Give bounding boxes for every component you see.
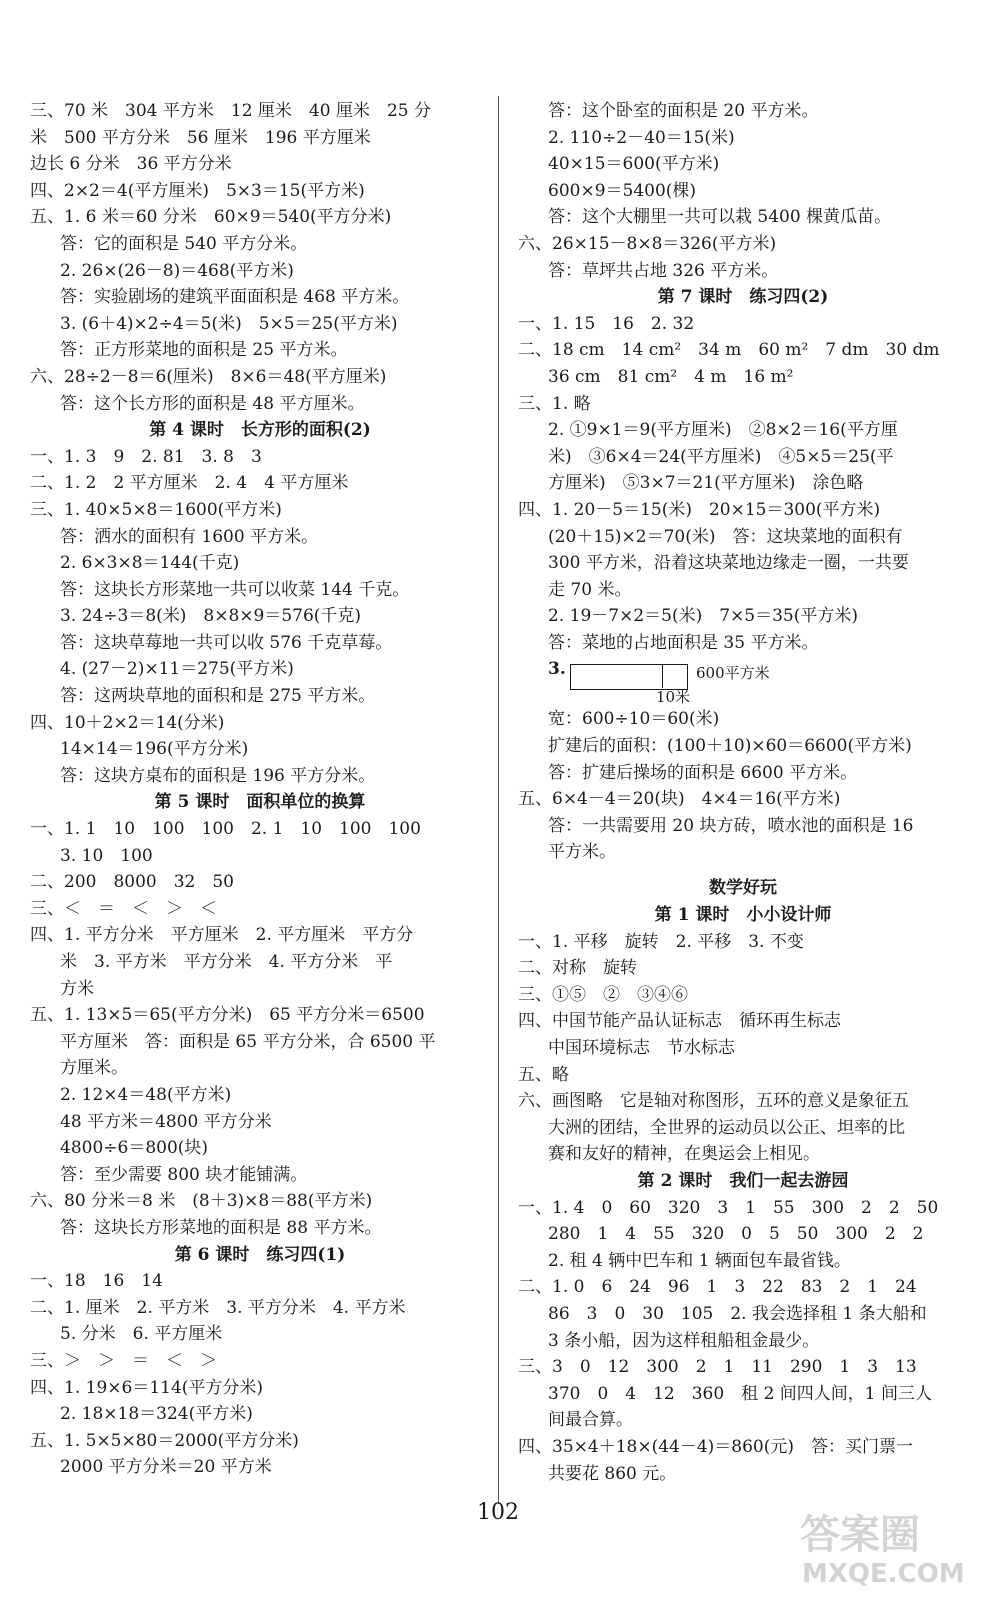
answer-line-indented: 答：一共需要用 20 块方砖，喷水池的面积是 16: [548, 815, 914, 836]
answer-line-indented: 答：这块长方形菜地的面积是 88 平方米。: [60, 1217, 382, 1238]
answer-line: 五、1. 5×5×80＝2000(平方分米): [30, 1430, 299, 1451]
section-heading: 第 5 课时 面积单位的换算: [154, 792, 366, 813]
answer-line-indented: 600×9＝5400(棵): [548, 180, 697, 201]
answer-line-indented: 3. (6＋4)×2÷4＝5(米) 5×5＝25(平方米): [60, 313, 398, 334]
answer-line: 二、1. 厘米 2. 平方米 3. 平方分米 4. 平方米: [30, 1297, 406, 1318]
answer-line: 五、略: [518, 1064, 569, 1085]
answer-line: 一、18 16 14: [30, 1271, 163, 1292]
answer-line: 四、中国节能产品认证标志 循环再生标志: [518, 1011, 841, 1032]
figure-number: 3.: [548, 659, 566, 680]
answer-line-indented: 2. 110÷2－40＝15(米): [548, 127, 735, 148]
answer-line-indented: 平方米。: [548, 842, 616, 863]
section-heading: 第 1 课时 小小设计师: [654, 905, 832, 926]
answer-line-indented: 平方厘米 答：面积是 65 平方分米，合 6500 平: [60, 1031, 436, 1052]
watermark-url: MXQE.COM: [802, 1559, 965, 1589]
answer-line-indented: 3 条小船，因为这样租船租金最少。: [548, 1330, 820, 1351]
answer-line: 二、1. 0 6 24 96 1 3 22 83 2 1 24: [518, 1277, 917, 1298]
answer-line-indented: 370 0 4 12 360 租 2 间四人间，1 间三人: [548, 1383, 933, 1404]
answer-line: 二、18 cm 14 cm² 34 m 60 m² 7 dm 30 dm: [518, 340, 940, 361]
answer-line-indented: 2. 19－7×2＝5(米) 7×5＝35(平方米): [548, 606, 858, 627]
answer-line-indented: 宽：600÷10＝60(米): [548, 709, 720, 730]
rectangle-figure: [518, 656, 968, 706]
answer-line: 一、1. 15 16 2. 32: [518, 313, 695, 334]
answer-line-indented: 4800÷6＝800(块): [60, 1138, 209, 1159]
section-heading: 第 2 课时 我们一起去游园: [637, 1170, 849, 1191]
answer-line-indented: 方米: [60, 978, 94, 999]
answer-line: 六、画图略 它是轴对称图形，五环的意义是象征五: [518, 1091, 909, 1112]
answer-line-indented: 4. (27－2)×11＝275(平方米): [60, 659, 294, 680]
answer-line-indented: 方厘米。: [60, 1058, 128, 1079]
left-column: [30, 98, 490, 1481]
answer-line: 一、1. 4 0 60 320 3 1 55 300 2 2 50: [518, 1197, 939, 1218]
answer-line: 米 500 平方分米 56 厘米 196 平方厘米: [30, 127, 371, 148]
answer-line-indented: 2. ①9×1＝9(平方厘米) ②8×2＝16(平方厘: [548, 420, 898, 441]
answer-line-indented: 86 3 0 30 105 2. 我会选择租 1 条大船和: [548, 1303, 927, 1324]
answer-line: 二、200 8000 32 50: [30, 872, 234, 893]
answer-line: 四、10＋2×2＝14(分米): [30, 712, 225, 733]
answer-line-indented: 中国环境标志 节水标志: [548, 1038, 735, 1058]
answer-line: 三、3 0 12 300 2 1 11 290 1 3 13: [518, 1357, 917, 1378]
answer-line: 二、对称 旋转: [518, 958, 637, 979]
figure-extension: [662, 664, 687, 688]
answer-line-indented: 米 3. 平方米 平方分米 4. 平方分米 平: [60, 952, 393, 972]
answer-line-indented: 走 70 米。: [548, 579, 632, 600]
answer-line: 四、1. 19×6＝114(平方分米): [30, 1377, 264, 1398]
answer-line: 一、1. 1 10 100 100 2. 1 10 100 100: [30, 819, 421, 840]
answer-line: 三、＞ ＞ ＝ ＜ ＞: [30, 1350, 217, 1371]
answer-line-indented: 共要花 860 元。: [548, 1463, 677, 1484]
answer-line-indented: 2. 租 4 辆中巴车和 1 辆面包车最省钱。: [548, 1250, 851, 1271]
answer-line-indented: 答：草坪共占地 326 平方米。: [548, 260, 779, 281]
watermark-text: 答案圈: [800, 1512, 920, 1558]
answer-line-indented: 2. 26×(26－8)＝468(平方米): [60, 260, 294, 281]
answer-line-indented: 5. 分米 6. 平方厘米: [60, 1324, 223, 1345]
answer-line-indented: (20＋15)×2＝70(米) 答：这块菜地的面积有: [548, 526, 903, 547]
answer-line-indented: 答：这个大棚里一共可以栽 5400 棵黄瓜苗。: [548, 207, 892, 228]
page-number: 102: [477, 1500, 519, 1525]
answer-line-indented: 答：实验剧场的建筑平面面积是 468 平方米。: [60, 287, 410, 308]
answer-line: 五、1. 13×5＝65(平方分米) 65 平方分米＝6500: [30, 1005, 425, 1026]
answer-line-indented: 答：这块长方形菜地一共可以收菜 144 千克。: [60, 579, 410, 600]
answer-line-indented: 答：它的面积是 540 平方分米。: [60, 233, 308, 254]
answer-line-indented: 3. 24÷3＝8(米) 8×8×9＝576(千克): [60, 606, 362, 627]
answer-line-indented: 2. 18×18＝324(平方米): [60, 1404, 253, 1425]
answer-line: 四、1. 20－5＝15(米) 20×15＝300(平方米): [518, 499, 881, 520]
figure-area-label: 600平方米: [696, 664, 770, 683]
watermark-logo: [790, 1506, 980, 1590]
unit-heading: 数学好玩: [709, 878, 777, 899]
answer-line: 三、70 米 304 平方米 12 厘米 40 厘米 25 分: [30, 101, 431, 121]
answer-line: 六、26×15－8×8＝326(平方米): [518, 233, 777, 254]
answer-line: 三、1. 略: [518, 393, 591, 414]
answer-line: 六、80 分米＝8 米 (8＋3)×8＝88(平方米): [30, 1191, 373, 1212]
figure-length-label: 10米: [656, 688, 691, 707]
answer-line: 四、2×2＝4(平方厘米) 5×3＝15(平方米): [30, 180, 365, 201]
answer-line-indented: 方厘米) ⑤3×7＝21(平方厘米) 涂色略: [548, 473, 864, 494]
answer-line: 三、1. 40×5×8＝1600(平方米): [30, 499, 282, 520]
answer-line: 二、1. 2 2 平方厘米 2. 4 4 平方厘米: [30, 473, 349, 494]
answer-line-indented: 大洲的团结，全世界的运动员以公正、坦率的比: [548, 1117, 905, 1138]
column-divider: [498, 96, 499, 1504]
answer-line: 边长 6 分米 36 平方分米: [30, 154, 232, 175]
answer-line-indented: 答：菜地的占地面积是 35 平方米。: [548, 632, 819, 653]
answer-line: 五、6×4－4＝20(块) 4×4＝16(平方米): [518, 789, 841, 810]
section-heading: 第 7 课时 练习四(2): [657, 287, 829, 308]
answer-line-indented: 赛和友好的精神，在奥运会上相见。: [548, 1144, 820, 1165]
answer-line-indented: 答：这个卧室的面积是 20 平方米。: [548, 101, 819, 121]
answer-line: 四、35×4＋18×(44－4)＝860(元) 答：买门票一: [518, 1436, 913, 1457]
answer-line-indented: 40×15＝600(平方米): [548, 154, 720, 175]
answer-line-indented: 36 cm 81 cm² 4 m 16 m²: [548, 366, 794, 387]
answer-line-indented: 2000 平方分米＝20 平方米: [60, 1457, 272, 1478]
answer-line-indented: 米) ③6×4＝24(平方厘米) ④5×5＝25(平: [548, 446, 894, 467]
answer-line-indented: 答：这块方桌布的面积是 196 平方分米。: [60, 765, 376, 786]
answer-line-indented: 2. 6×3×8＝144(千克): [60, 553, 240, 574]
answer-line-indented: 300 平方米，沿着这块菜地边缘走一圈，一共要: [548, 553, 909, 574]
answer-line: 一、1. 3 9 2. 81 3. 8 3: [30, 446, 262, 467]
answer-line-indented: 2. 12×4＝48(平方米): [60, 1084, 232, 1105]
answer-line-indented: 3. 10 100: [60, 845, 153, 866]
answer-line: 三、①⑤ ② ③④⑥: [518, 984, 688, 1005]
answer-line: 三、＜ ＝ ＜ ＞ ＜: [30, 898, 217, 919]
answer-line-indented: 答：扩建后操场的面积是 6600 平方米。: [548, 762, 858, 783]
answer-line: 六、28÷2－8＝6(厘米) 8×6＝48(平方厘米): [30, 366, 387, 387]
answer-line-indented: 答：至少需要 800 块才能铺满。: [60, 1164, 308, 1185]
answer-line-indented: 14×14＝196(平方分米): [60, 739, 249, 760]
section-heading: 第 6 课时 练习四(1): [174, 1244, 346, 1265]
right-column: [518, 98, 968, 1487]
answer-line-indented: 答：正方形菜地的面积是 25 平方米。: [60, 340, 348, 361]
answer-line-indented: 答：洒水的面积有 1600 平方米。: [60, 526, 319, 547]
section-heading: 第 4 课时 长方形的面积(2): [149, 420, 371, 441]
answer-line-indented: 280 1 4 55 320 0 5 50 300 2 2: [548, 1224, 924, 1245]
answer-line-indented: 间最合算。: [548, 1410, 633, 1431]
answer-line: 一、1. 平移 旋转 2. 平移 3. 不变: [518, 931, 804, 952]
answer-line: 五、1. 6 米＝60 分米 60×9＝540(平方分米): [30, 207, 392, 228]
answer-line-indented: 答：这个长方形的面积是 48 平方厘米。: [60, 393, 365, 414]
answer-line-indented: 答：这块草莓地一共可以收 576 千克草莓。: [60, 632, 393, 653]
answer-line: 四、1. 平方分米 平方厘米 2. 平方厘米 平方分: [30, 925, 414, 946]
answer-line-indented: 扩建后的面积：(100＋10)×60＝6600(平方米): [548, 736, 912, 757]
answer-line-indented: 48 平方米＝4800 平方分米: [60, 1111, 272, 1132]
answer-line-indented: 答：这两块草地的面积和是 275 平方米。: [60, 686, 376, 707]
